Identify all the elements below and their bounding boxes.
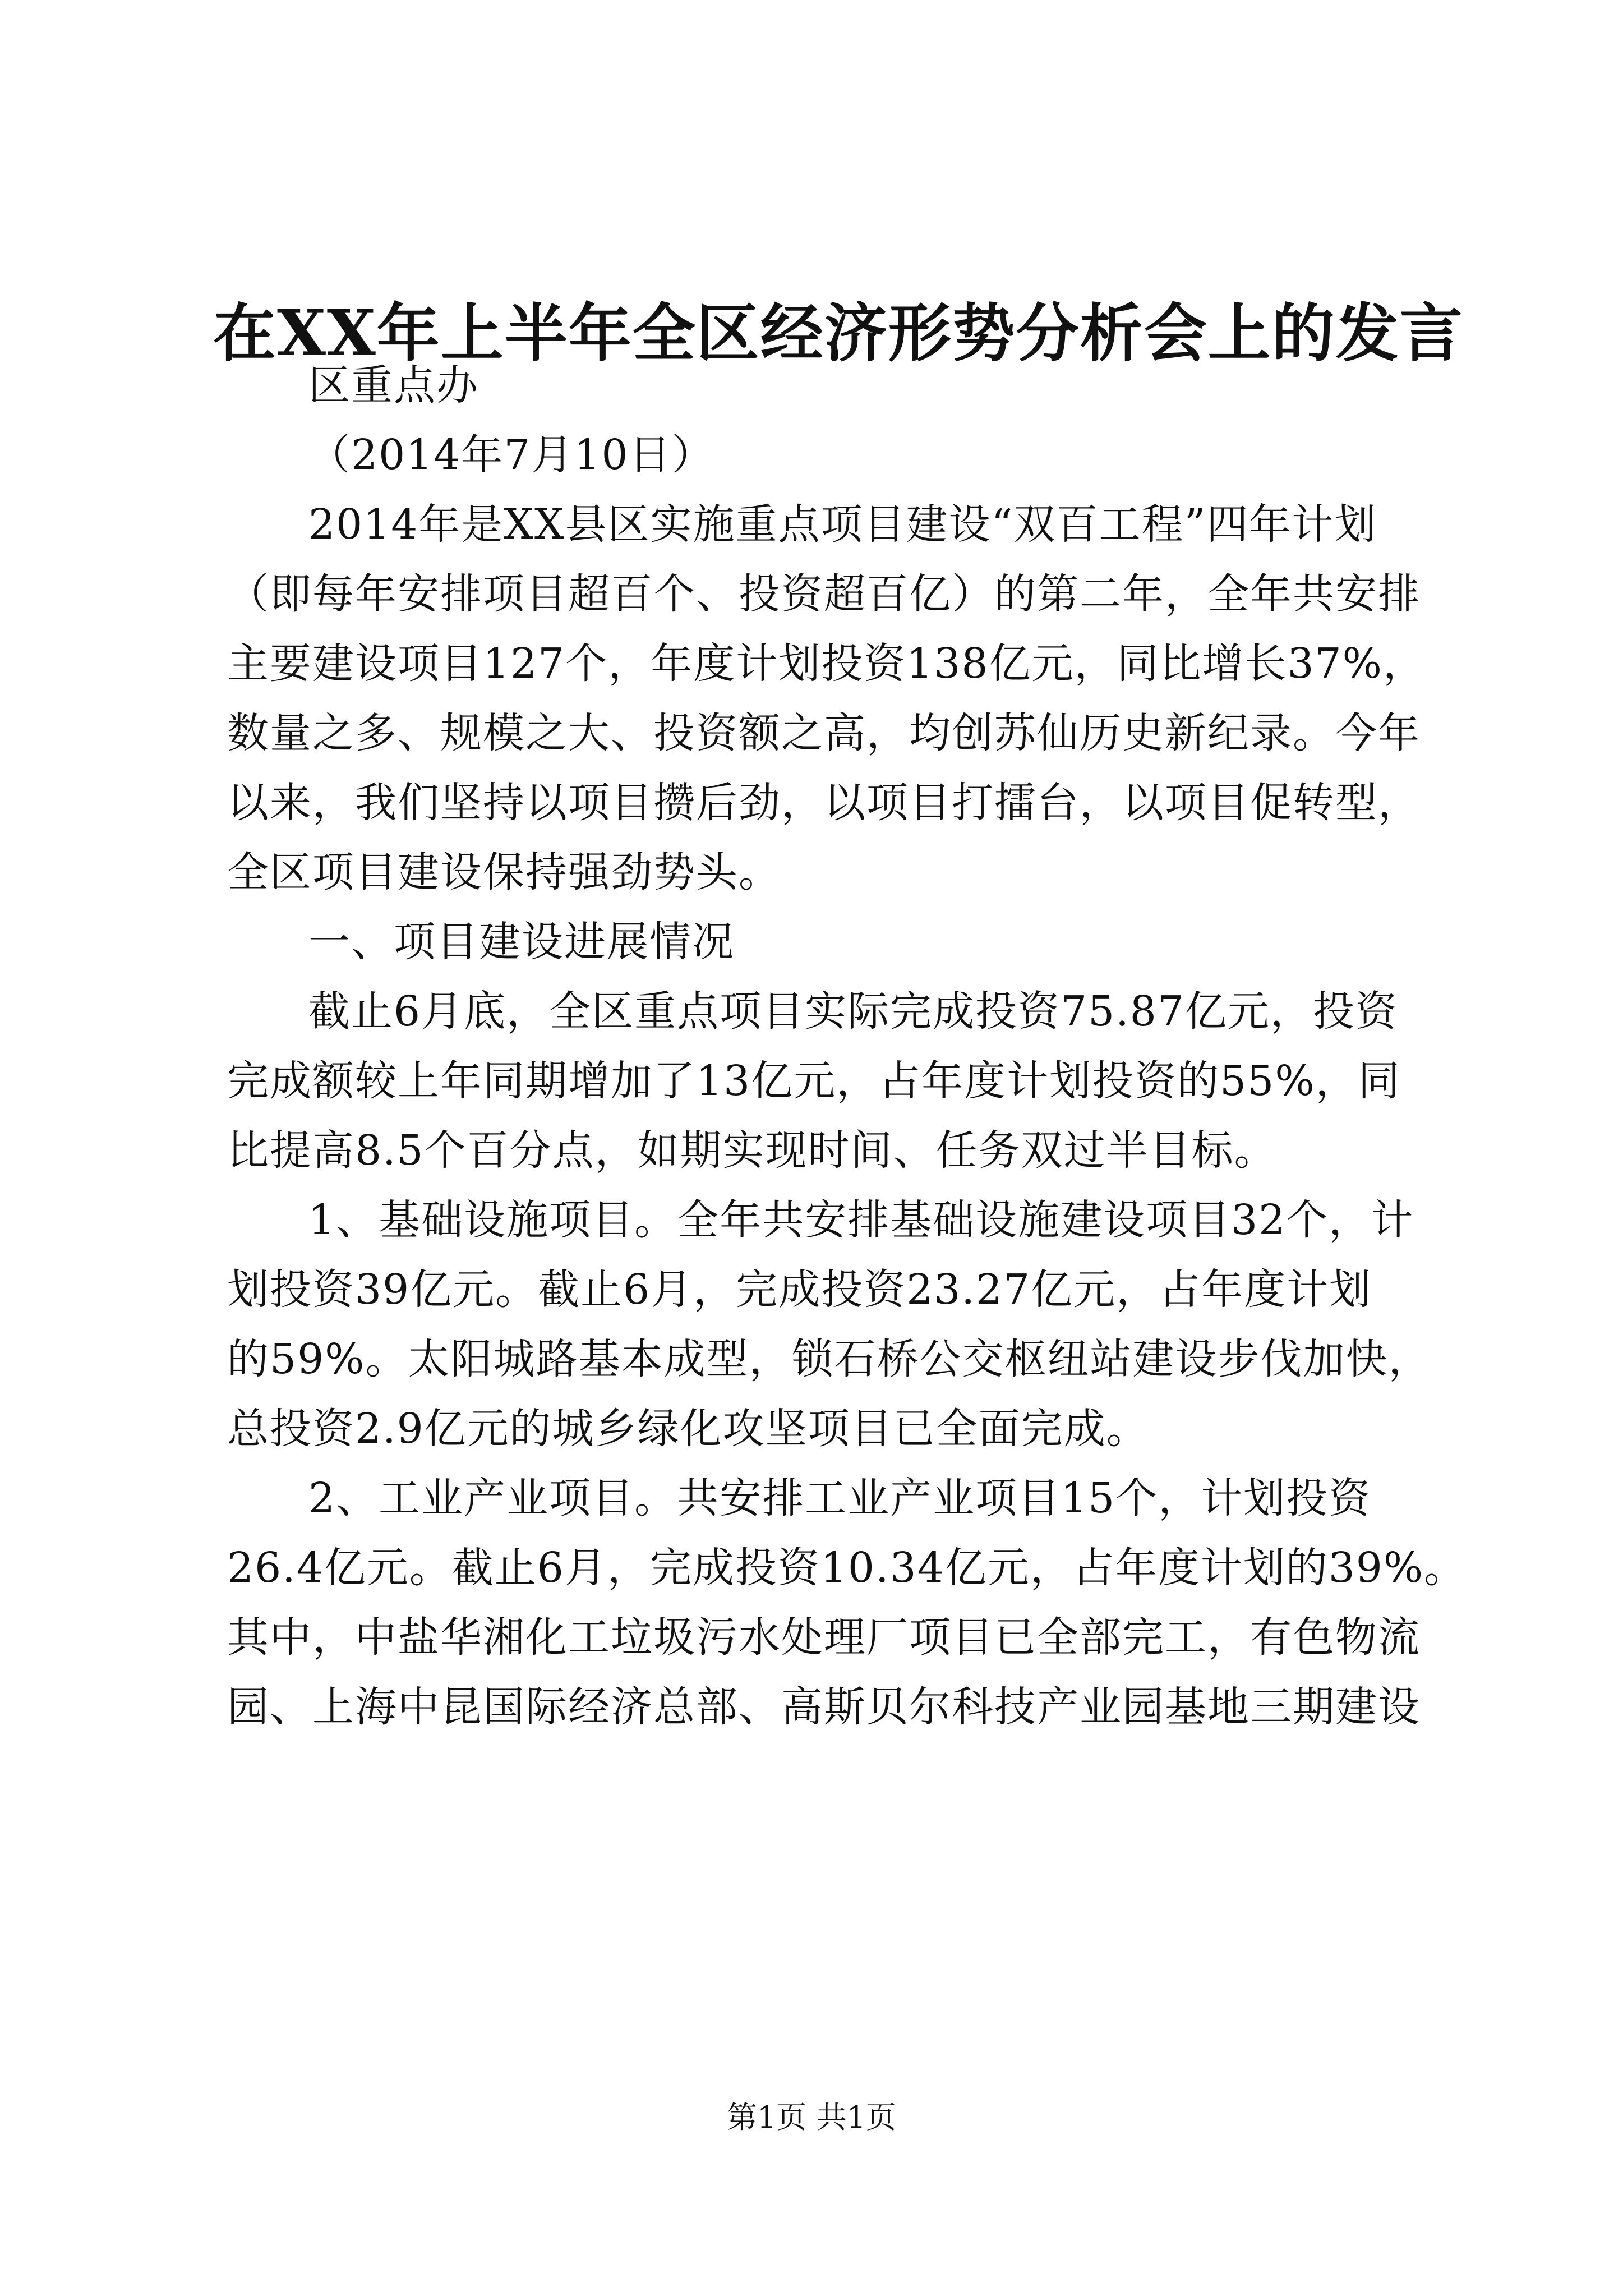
document-title: 在XX年上半年全区经济形势分析会上的发言 xyxy=(213,297,1464,370)
body-line: 完成额较上年同期增加了13亿元，占年度计划投资的55%，同 xyxy=(227,1057,1401,1105)
body-line: 26.4亿元。截止6月，完成投资10.34亿元，占年度计划的39%。 xyxy=(227,1544,1467,1592)
body-line: 全区项目建设保持强劲势头。 xyxy=(227,848,781,896)
body-line: 2014年是XX县区实施重点项目建设“双百工程”四年计划 xyxy=(308,500,1377,549)
body-line: 主要建设项目127个，年度计划投资138亿元，同比增长37%， xyxy=(227,639,1426,688)
section-heading: 一、项目建设进展情况 xyxy=(308,918,735,966)
body-line: 1、基础设施项目。全年共安排基础设施建设项目32个，计 xyxy=(308,1196,1414,1244)
body-line: 的59%。太阳城路基本成型，锁石桥公交枢纽站建设步伐加快， xyxy=(227,1335,1431,1383)
body-line-date: （2014年7月10日） xyxy=(308,431,714,479)
body-line: （即每年安排项目超百个、投资超百亿）的第二年，全年共安排 xyxy=(227,570,1421,618)
body-line: 划投资39亿元。截止6月，完成投资23.27亿元，占年度计划 xyxy=(227,1266,1372,1314)
body-line: 其中，中盐华湘化工垃圾污水处理厂项目已全部完工，有色物流 xyxy=(227,1613,1421,1662)
body-line: 2、工业产业项目。共安排工业产业项目15个，计划投资 xyxy=(308,1474,1372,1522)
page-number-footer: 第1页 共1页 xyxy=(727,2100,896,2135)
body-line: 比提高8.5个百分点，如期实现时间、任务双过半目标。 xyxy=(227,1126,1277,1175)
body-line: 园、上海中昆国际经济总部、高斯贝尔科技产业园基地三期建设 xyxy=(227,1683,1421,1731)
body-line: 总投资2.9亿元的城乡绿化攻坚项目已全面完成。 xyxy=(227,1405,1149,1453)
body-line: 以来，我们坚持以项目攒后劲，以项目打擂台，以项目促转型， xyxy=(227,779,1421,827)
body-line: 截止6月底，全区重点项目实际完成投资75.87亿元，投资 xyxy=(308,987,1398,1036)
body-line-issuer: 区重点办 xyxy=(308,361,479,409)
document-body xyxy=(227,351,1486,1742)
body-line: 数量之多、规模之大、投资额之高，均创苏仙历史新纪录。今年 xyxy=(227,709,1421,757)
